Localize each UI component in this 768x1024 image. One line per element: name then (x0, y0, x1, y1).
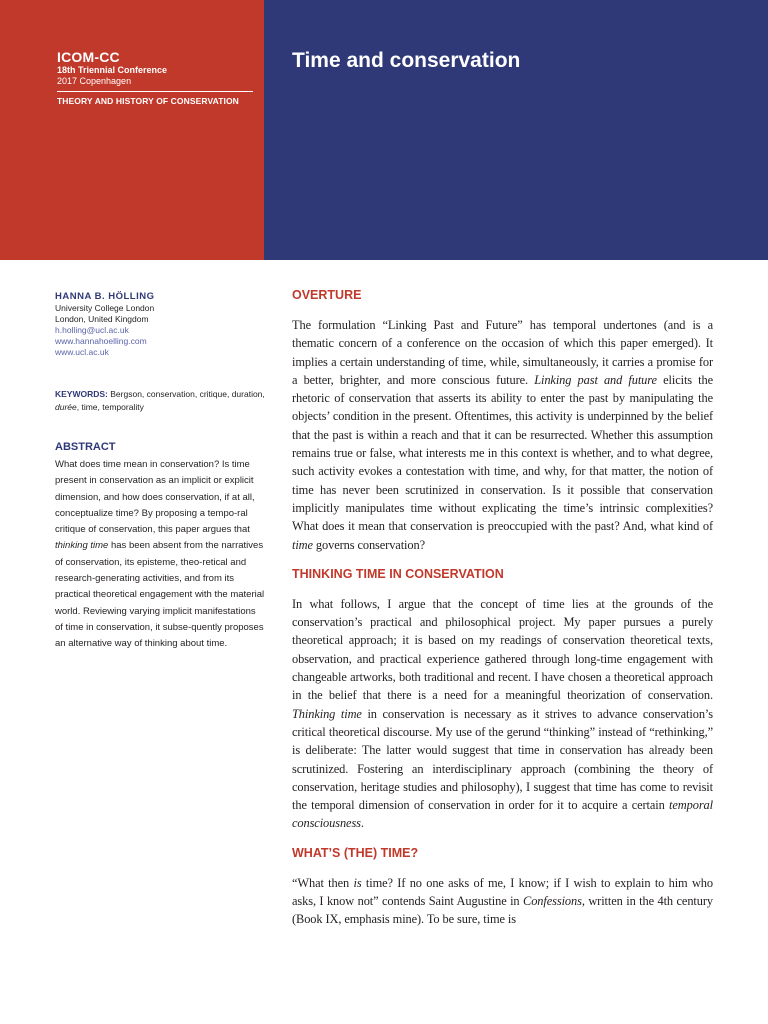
paragraph-whats-time (292, 874, 713, 929)
paper-title: Time and conservation (292, 49, 521, 72)
paragraph-text: in conservation is necessary as it strives to advance conservation’s critical theoretical discourse. My use of the gerund “thinking” instead of “rethinking,” is deliberate: The latter would suggest that time in conservation has already been scrutinized. Fostering an interdisciplinary approach (combining the theory of conservation, heritage studies and philosophy), I suggest that time has come to revisit the temporal dimension of conservation in order for it to acquire a certain (292, 706, 713, 813)
header-band-blue (264, 0, 768, 260)
paragraph-thinking-time (292, 595, 713, 833)
author-email-link[interactable]: h.holling@ucl.ac.uk (55, 325, 129, 335)
paragraph-text: “What then (292, 875, 354, 890)
conference-theme: THEORY AND HISTORY OF CONSERVATION (57, 96, 239, 106)
author-location: London, United Kingdom (55, 314, 149, 324)
keywords-italic: durée (55, 402, 77, 412)
main-body (292, 286, 713, 929)
conference-place-year: 2017 Copenhagen (57, 76, 132, 86)
conference-block (57, 50, 257, 107)
paragraph-text: The formulation “Linking Past and Future” has temporal undertones (and is a thematic concern of a conference on the occasion of which this paper emerged). It implies a certain understanding of time, while, simultaneously, it carries a promise for a better, brighter, and more conscious future. (292, 318, 713, 387)
paragraph-italic: time (292, 537, 313, 552)
conference-divider (57, 91, 253, 92)
paragraph-text: In what follows, I argue that the concept of time lies at the grounds of the conservation’s practical and philosophical project. My paper pursues a purely theoretical approach; it is based on my readings of conservation theoretical texts, observation, and practical experience gathered through long-time engagement with changeable artworks, both traditional and recent. I have chosen a theoretical approach in the belief that there is a need for a meaningful theorization of conservation. (292, 596, 713, 703)
paragraph-text: governs conservation? (312, 537, 425, 552)
paragraph-text: elicits the rhetoric of conservation that asserts its ability to enter the past by manipulating the objects’ condition in the present. Oftentimes, this activity is underpinned by the belief that the past is within a reach and that it can be resurrected. Whether this assumption remains true or false, what interests me in this context is whether, and to what degree, such activity evokes a contestation with time, and why, for that matter, the notion of time has never been scrutinized in conservation. Is it possible that conservation implicitly manipulates time without explicating the time’s intrinsic complexities? What does it mean that conservation is preoccupied with the past? And, what kind of (292, 372, 714, 534)
conference-org: ICOM-CC (57, 49, 120, 65)
paragraph-italic: Linking past and future (534, 372, 657, 387)
keywords-label: KEYWORDS: (55, 389, 108, 399)
paragraph-text: written in the 4th century (Book IX, emphasis mine). To be sure, time is (292, 894, 713, 927)
paragraph-text: time? If no one asks of me, I know; if I wish to explain to him who asks, I know not” contends Saint Augustine in (292, 875, 713, 909)
keywords-text: Bergson, conservation, critique, duration, (110, 389, 265, 399)
paragraph-italic: temporal consciousness (292, 798, 713, 831)
author-website-link[interactable]: www.hannahoelling.com (55, 336, 147, 346)
abstract-text-part: What does time mean in conservation? Is time present in conservation as an implicit or explicit dimension, and how does conservation, if at all, conceptualize time? By proposing a tempo-ral critique of conservation, this paper argues that (55, 459, 255, 536)
sidebar (55, 290, 265, 653)
paragraph-italic: is (353, 875, 362, 890)
keywords (55, 388, 265, 414)
conference-edition: 18th Triennial Conference (57, 65, 168, 75)
paragraph-text: . (360, 816, 364, 831)
author-name: HANNA B. HÖLLING (55, 291, 155, 302)
abstract-italic: thinking time (55, 540, 109, 552)
abstract-text-part-end: has been absent from the narratives of conservation, its episteme, theo-retical and research-generating activities, and from its practical theoretical engagement with the material world. Reviewing varying implicit manifestations of time in conservation, it subse-quently proposes an alternative way of thinking about time. (55, 540, 265, 650)
paragraph-overture (292, 316, 713, 554)
section-heading-thinking-time: THINKING TIME IN CONSERVATION (292, 566, 504, 581)
abstract-heading: ABSTRACT (55, 441, 116, 453)
author-affiliation: University College London (55, 303, 155, 313)
section-heading-whats-time: WHAT’S (THE) TIME? (292, 845, 419, 860)
paragraph-italic: Confessions, (523, 894, 585, 909)
institution-website-link[interactable]: www.ucl.ac.uk (55, 347, 109, 357)
paragraph-italic: Thinking time (292, 706, 362, 721)
header-band-red (0, 0, 264, 260)
keywords-text-end: , time, temporality (76, 402, 144, 412)
abstract-text (55, 457, 265, 653)
section-heading-overture: OVERTURE (292, 288, 362, 302)
